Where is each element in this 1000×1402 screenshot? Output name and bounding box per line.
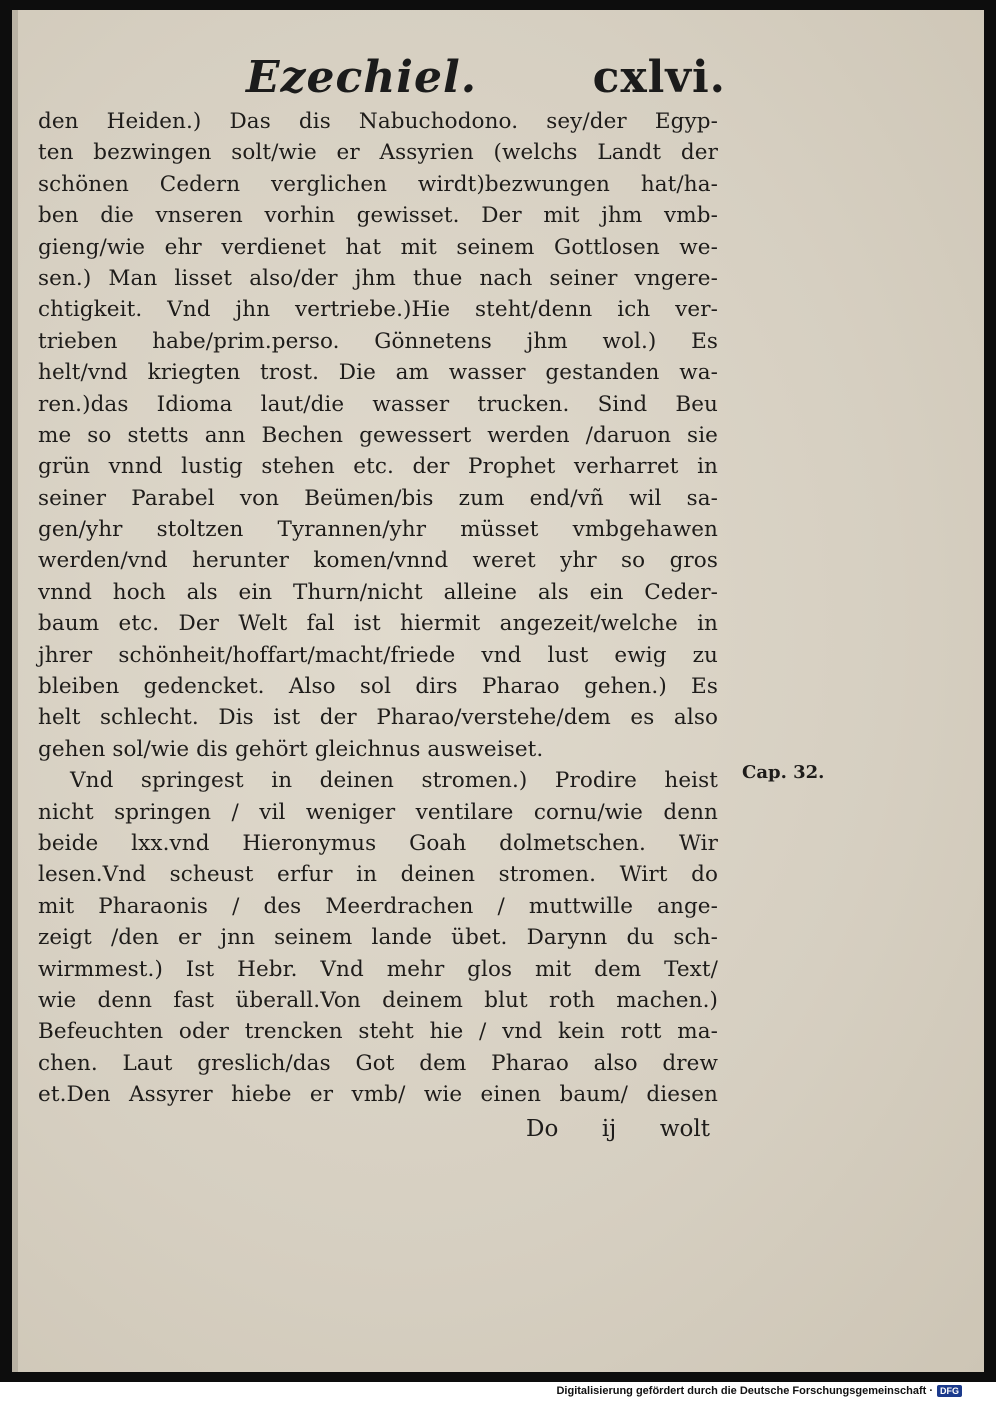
text-line: wirmmest.) Ist Hebr. Vnd mehr glos mit dem Text/ xyxy=(38,956,718,982)
dfg-logo-icon: DFG xyxy=(937,1385,962,1397)
text-line: mit Pharaonis / des Meerdrachen / muttwille ange- xyxy=(38,893,718,919)
text-line: den Heiden.) Das dis Nabuchodono. sey/der Egyp- xyxy=(38,109,718,134)
signature-number: ij xyxy=(601,1116,617,1142)
text-line: grün vnnd lustig stehen etc. der Prophet verharret in xyxy=(38,454,718,480)
text-line: werden/vnd herunter komen/vnnd weret yhr so gros xyxy=(38,548,718,574)
text-line: ten bezwingen solt/wie er Assyrien (welchs Landt der xyxy=(38,140,718,166)
text-line: vnnd hoch als ein Thurn/nicht alleine als ein Ceder- xyxy=(38,579,718,605)
text-line: gehen sol/wie dis gehört gleichnus ausweiset. xyxy=(38,736,544,762)
text-line: ren.)das Idioma laut/die wasser trucken. Sind Beu xyxy=(38,391,718,417)
running-head-title: Ezechiel. xyxy=(246,52,478,103)
text-line: ben die vnseren vorhin gewisset. Der mit jhm vmb- xyxy=(38,203,718,229)
text-line: chen. Laut greslich/das Got dem Pharao also drew xyxy=(38,1050,718,1076)
text-line: wie denn fast überall.Von deinem blut roth machen.) xyxy=(38,987,718,1013)
text-line: et.Den Assyrer hiebe er vmb/ wie einen baum/ diesen xyxy=(38,1082,718,1108)
text-line: Befeuchten oder trencken steht hie / vnd kein rott ma- xyxy=(38,1019,718,1045)
text-line: trieben habe/prim.perso. Gönnetens jhm wol.) Es xyxy=(38,328,718,354)
running-head xyxy=(236,52,726,114)
credit-text: Digitalisierung gefördert durch die Deutsche Forschungsgemeinschaft · xyxy=(556,1385,933,1397)
margin-note-chapter: Cap. 32. xyxy=(742,762,825,783)
digitization-credit xyxy=(556,1385,962,1397)
text-line: gen/yhr stoltzen Tyrannen/yhr müsset vmbgehawen xyxy=(38,517,718,543)
text-line: helt schlecht. Dis ist der Pharao/verstehe/dem es also xyxy=(38,705,718,731)
text-line: nicht springen / vil weniger ventilare cornu/wie denn xyxy=(38,799,718,825)
book-page xyxy=(12,10,984,1372)
text-line: Vnd springest in deinen stromen.) Prodire heist xyxy=(70,768,718,794)
text-line: bleiben gedencket. Also sol dirs Pharao gehen.) Es xyxy=(38,674,718,700)
text-line: chtigkeit. Vnd jhn vertriebe.)Hie steht/denn ich ver- xyxy=(38,297,718,323)
body-text xyxy=(38,106,718,1111)
text-line: lesen.Vnd scheust erfur in deinen stromen. Wirt do xyxy=(38,862,718,888)
text-line: seiner Parabel von Beümen/bis zum end/vñ wil sa- xyxy=(38,485,718,511)
text-line: zeigt /den er jnn seinem lande übet. Darynn du sch- xyxy=(38,925,718,951)
catchword: wolt xyxy=(659,1116,710,1142)
text-line: beide lxx.vnd Hieronymus Goah dolmetschen. Wir xyxy=(38,830,718,856)
text-line: sen.) Man lisset also/der jhm thue nach seiner vngere- xyxy=(38,265,718,291)
folio-number: cxlvi. xyxy=(592,52,726,103)
text-line: schönen Cedern verglichen wirdt)bezwungen hat/ha- xyxy=(38,171,718,197)
text-line: me so stetts ann Bechen gewessert werden /daruon sie xyxy=(38,422,718,448)
text-line: gieng/wie ehr verdienet hat mit seinem Gottlosen we- xyxy=(38,234,718,260)
text-line: jhrer schönheit/hoffart/macht/friede vnd lust ewig zu xyxy=(38,642,718,668)
text-line: helt/vnd kriegten trost. Die am wasser gestanden wa- xyxy=(38,360,718,386)
signature-mark: Do xyxy=(526,1116,559,1142)
signature-catchword xyxy=(526,1116,710,1142)
text-line: baum etc. Der Welt fal ist hiermit angezeit/welche in xyxy=(38,611,718,637)
